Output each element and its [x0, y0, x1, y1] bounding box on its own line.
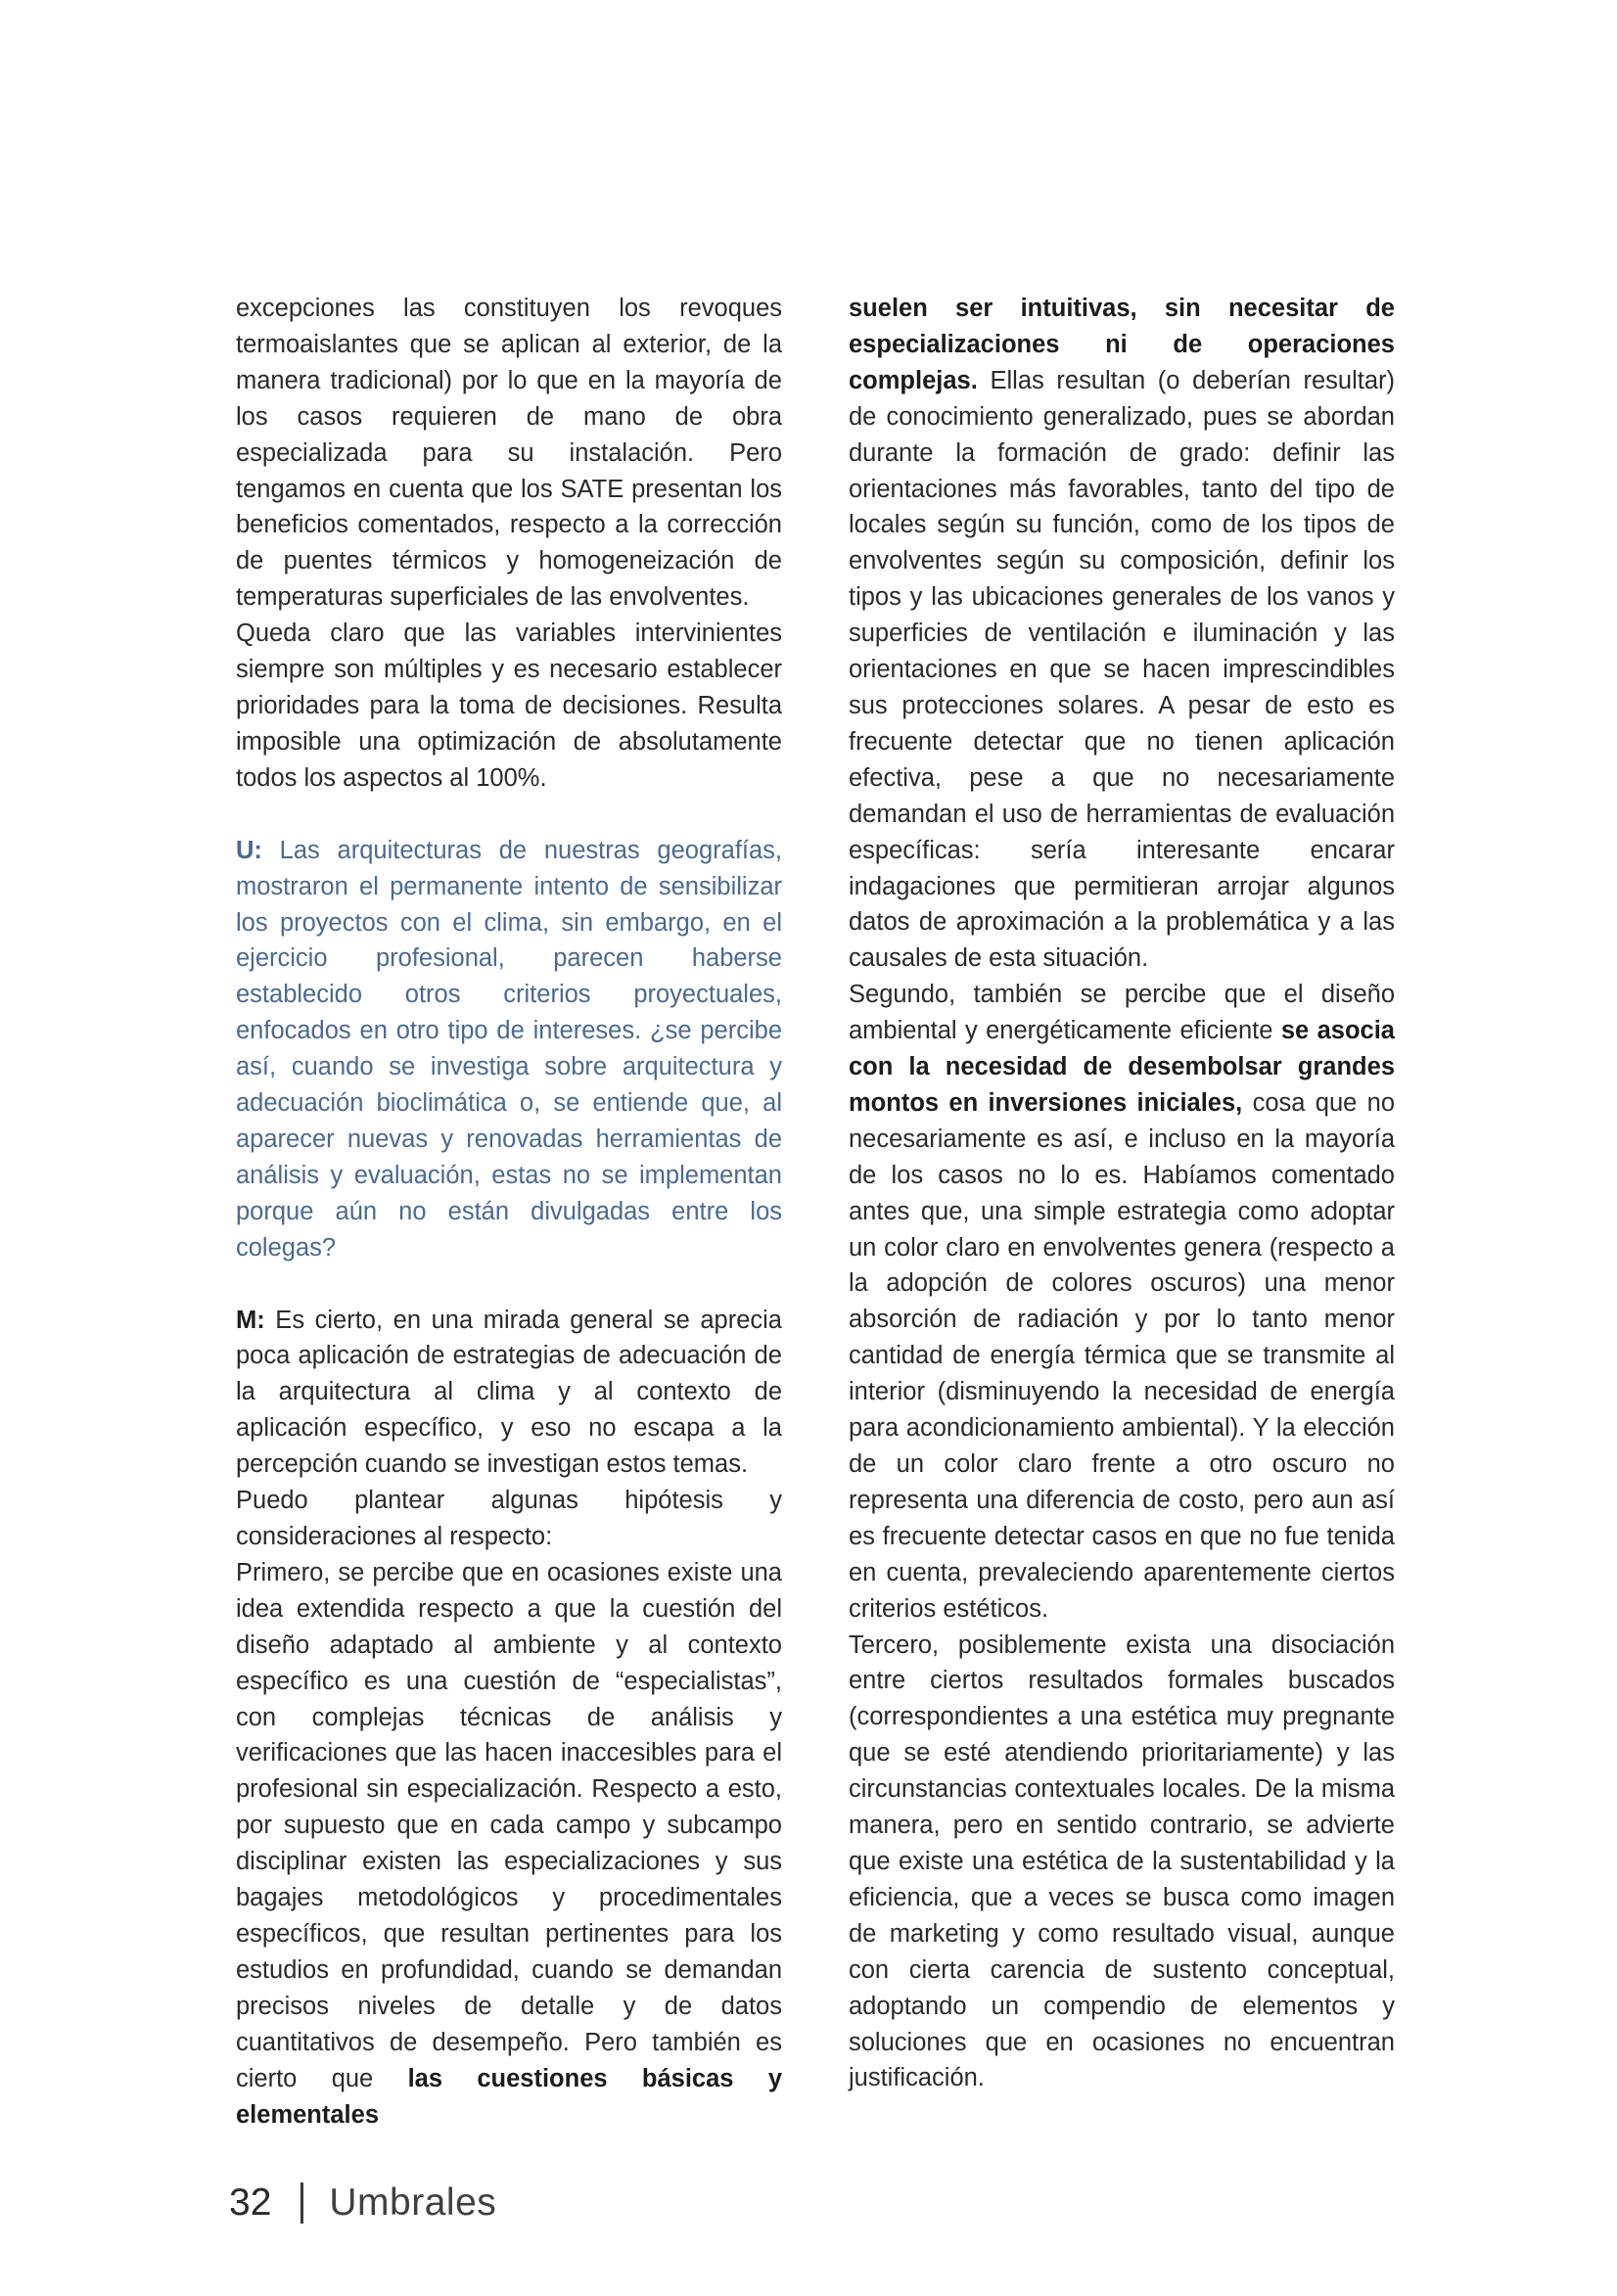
right-column — [849, 291, 1395, 2096]
paragraph — [849, 291, 1395, 977]
paragraph — [849, 977, 1395, 1627]
answer-speaker: M: — [236, 1306, 265, 1334]
interview-answer — [236, 1303, 782, 1484]
paragraph-text: Segundo, también se percibe que el diseño ambiental y energéticamente eficiente — [849, 981, 1395, 1045]
emphasis-text: se asocia con la necesidad de desembolsar grandes montos en inversiones iniciales, — [849, 1017, 1395, 1117]
paragraph: excepciones las constituyen los revoques termoaislantes que se aplican al exterior, de la manera tradicional) por lo que en la mayoría de los casos requieren de mano de obra especializada para su instalación. Pero tengamos en cuenta que los SATE presentan los beneficios comentados, respecto a la corrección de puentes térmicos y homogeneización de temperaturas superficiales de las envolventes. — [236, 295, 782, 612]
answer-text: Es cierto, en una mirada general se aprecia poca aplicación de estrategias de adecuación de la arquitectura al clima y al contexto de aplicación específico, y eso no escapa a la percepción cuando se investigan estos temas. — [236, 1306, 782, 1479]
paragraph: Puedo plantear algunas hipótesis y consideraciones al respecto: — [236, 1487, 782, 1550]
question-speaker: U: — [236, 836, 262, 864]
paragraph: Queda claro que las variables intervinientes siempre son múltiples y es necesario establecer prioridades para la toma de decisiones. Resulta imposible una optimización de absolutamente todos los aspectos al 100%. — [236, 620, 782, 792]
page-footer — [229, 2180, 496, 2227]
paragraph-text: Ellas resultan (o deberían resultar) de conocimiento generalizado, pues se abordan durante la formación de grado: definir las orientaciones más favorables, tanto del tipo de locales según su función, como de los tipos de envolventes según su composición, definir los tipos y las ubicaciones generales de los vanos y superficies de ventilación e iluminación y las orientaciones en que se hacen imprescindibles sus protecciones solares. A pesar de esto es frecuente detectar que no tienen aplicación efectiva, pese a que no necesariamente demandan el uso de herramientas de evaluación específicas: sería interesante encarar indagaciones que permitieran arrojar algunos datos de aproximación a la problemática y a las causales de esta situación. — [849, 366, 1395, 973]
interview-question — [236, 833, 782, 1266]
question-text: Las arquitecturas de nuestras geografías, mostraron el permanente intento de sensibilizar los proyectos con el clima, sin embargo, en el ejercicio profesional, parecen haberse establecido otros criterios proyectuales, enfocados en otro tipo de intereses. ¿se percibe así, cuando se investiga sobre arquitectura y adecuación bioclimática o, se entiende que, al aparecer nuevas y renovadas herramientas de análisis y evaluación, estas no se implementan porque aún no están divulgadas entre los colegas? — [236, 836, 782, 1262]
paragraph-text: Primero, se percibe que en ocasiones existe una idea extendida respecto a que la cuestión del diseño adaptado al ambiente y al contexto específico es una cuestión de “especialistas”, con complejas técnicas de análisis y verificaciones que las hacen inaccesibles para el profesional sin especialización. Respecto a esto, por supuesto que en cada campo y subcampo disciplinar existen las especializaciones y sus bagajes metodológicos y procedimentales específicos, que resultan pertinentes para los estudios en profundidad, cuando se demandan precisos niveles de detalle y de datos cuantitativos de desempeño. Pero también es cierto que — [236, 1558, 782, 2092]
page-number: 32 — [229, 2181, 272, 2224]
paragraph-text: cosa que no necesariamente es así, e incluso en la mayoría de los casos no lo es. Habíamos comentado antes que, una simple estrategia como adoptar un color claro en envolventes genera (respecto a la adopción de colores oscuros) una menor absorción de radiación y por lo tanto menor cantidad de energía térmica que se transmite al interior (disminuyendo la necesidad de energía para acondicionamiento ambiental). Y la elección de un color claro frente a otro oscuro no representa una diferencia de costo, pero aun así es frecuente detectar casos en que no fue tenida en cuenta, prevaleciendo aparentemente ciertos criterios estéticos. — [849, 1088, 1395, 1623]
emphasis-text: las cuestiones básicas y elementales — [236, 2064, 782, 2129]
left-column — [236, 291, 782, 2133]
emphasis-text: suelen ser intuitivas, sin necesitar de especializaciones ni de operaciones complejas. — [849, 295, 1395, 394]
magazine-name: Umbrales — [329, 2181, 497, 2224]
paragraph — [236, 1555, 782, 2134]
footer-divider — [300, 2182, 303, 2224]
paragraph: Tercero, posiblemente exista una disociación entre ciertos resultados formales buscados (correspondientes a una estética muy pregnante que se esté atendiendo prioritariamente) y las circunstancias contextuales locales. De la misma manera, pero en sentido contrario, se advierte que existe una estética de la sustentabilidad y la eficiencia, que a veces se busca como imagen de marketing y como resultado visual, aunque con cierta carencia de sustento conceptual, adoptando un compendio de elementos y soluciones que en ocasiones no encuentran justificación. — [849, 1630, 1395, 2092]
